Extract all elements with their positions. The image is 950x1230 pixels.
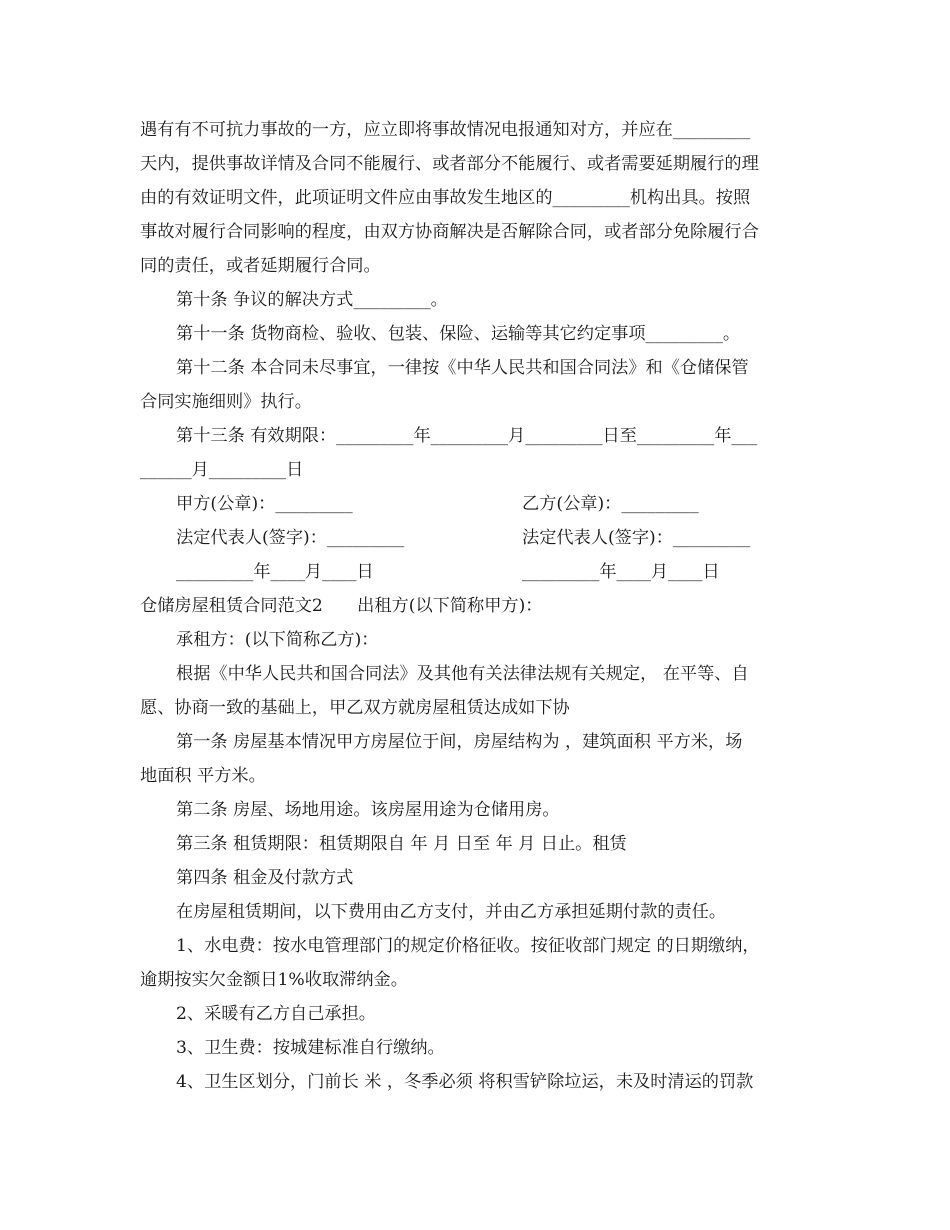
party-b-representative: 法定代表人(签字)：_________: [522, 528, 751, 548]
section-heading: 仓储房屋租赁合同范文2 出租方(以下简称甲方)：: [140, 596, 543, 616]
clause-2: 第二条 房屋、场地用途。该房屋用途为仓储用房。: [176, 800, 560, 820]
party-a-seal: 甲方(公章)：_________: [176, 494, 353, 514]
list-item: 1、水电费：按水电管理部门的规定价格征收。按征收部门规定 的日期缴纳，: [176, 936, 760, 956]
party-a-representative: 法定代表人(签字)：_________: [176, 528, 405, 548]
clause-1: 第一条 房屋基本情况甲方房屋位于间，房屋结构为 ，建筑面积 平方米，场: [176, 732, 743, 752]
text-line: ______月_________日: [140, 460, 304, 480]
clause-4: 第四条 租金及付款方式: [176, 868, 354, 888]
list-item: 4、卫生区划分，门前长 米 ，冬季必须 将积雪铲除垃运，未及时清运的罚款: [176, 1072, 754, 1092]
text-line: 承租方：(以下简称乙方)：: [176, 630, 379, 650]
text-line: 天内，提供事故详情及合同不能履行、或者部分不能履行、或者需要延期履行的理: [140, 154, 759, 174]
clause-10: 第十条 争议的解决方式_________。: [176, 290, 448, 310]
clause-13: 第十三条 有效期限：_________年_________月_________日至_________年___: [176, 426, 758, 446]
text-line: 地面积 平方米。: [140, 766, 266, 786]
text-line: 愿、协商一致的基础上，甲乙双方就房屋租赁达成如下协: [140, 698, 570, 718]
clause-3: 第三条 租赁期限：租赁期限自 年 月 日至 年 月 日止。租赁: [176, 834, 627, 854]
list-item: 2、采暖有乙方自己承担。: [176, 1004, 376, 1024]
text-line: 根据《中华人民共和国合同法》及其他有关法律法规有关规定， 在平等、自: [176, 664, 749, 684]
text-line: 事故对履行合同影响的程度，由双方协商解决是否解除合同，或者部分免除履行合: [140, 222, 759, 242]
text-line: 同的责任，或者延期履行合同。: [140, 256, 381, 276]
party-b-seal: 乙方(公章)：_________: [522, 494, 699, 514]
list-item: 3、卫生费：按城建标准自行缴纳。: [176, 1038, 445, 1058]
text-line: 遇有有不可抗力事故的一方，应立即将事故情况电报通知对方，并应在_________: [140, 120, 751, 140]
clause-12: 第十二条 本合同未尽事宜，一律按《中华人民共和国合同法》和《仓储保管: [176, 358, 749, 378]
text-line: 由的有效证明文件，此项证明文件应由事故发生地区的_________机构出具。按照: [140, 188, 751, 208]
text-line: 在房屋租赁期间，以下费用由乙方支付，并由乙方承担延期付款的责任。: [176, 902, 727, 922]
clause-11: 第十一条 货物商检、验收、包装、保险、运输等其它约定事项_________。: [176, 324, 741, 344]
text-line: 逾期按实欠金额日1%收取滞纳金。: [140, 970, 408, 990]
party-b-date: _________年____月____日: [522, 562, 720, 582]
text-line: 合同实施细则》执行。: [140, 392, 312, 412]
party-a-date: _________年____月____日: [176, 562, 374, 582]
